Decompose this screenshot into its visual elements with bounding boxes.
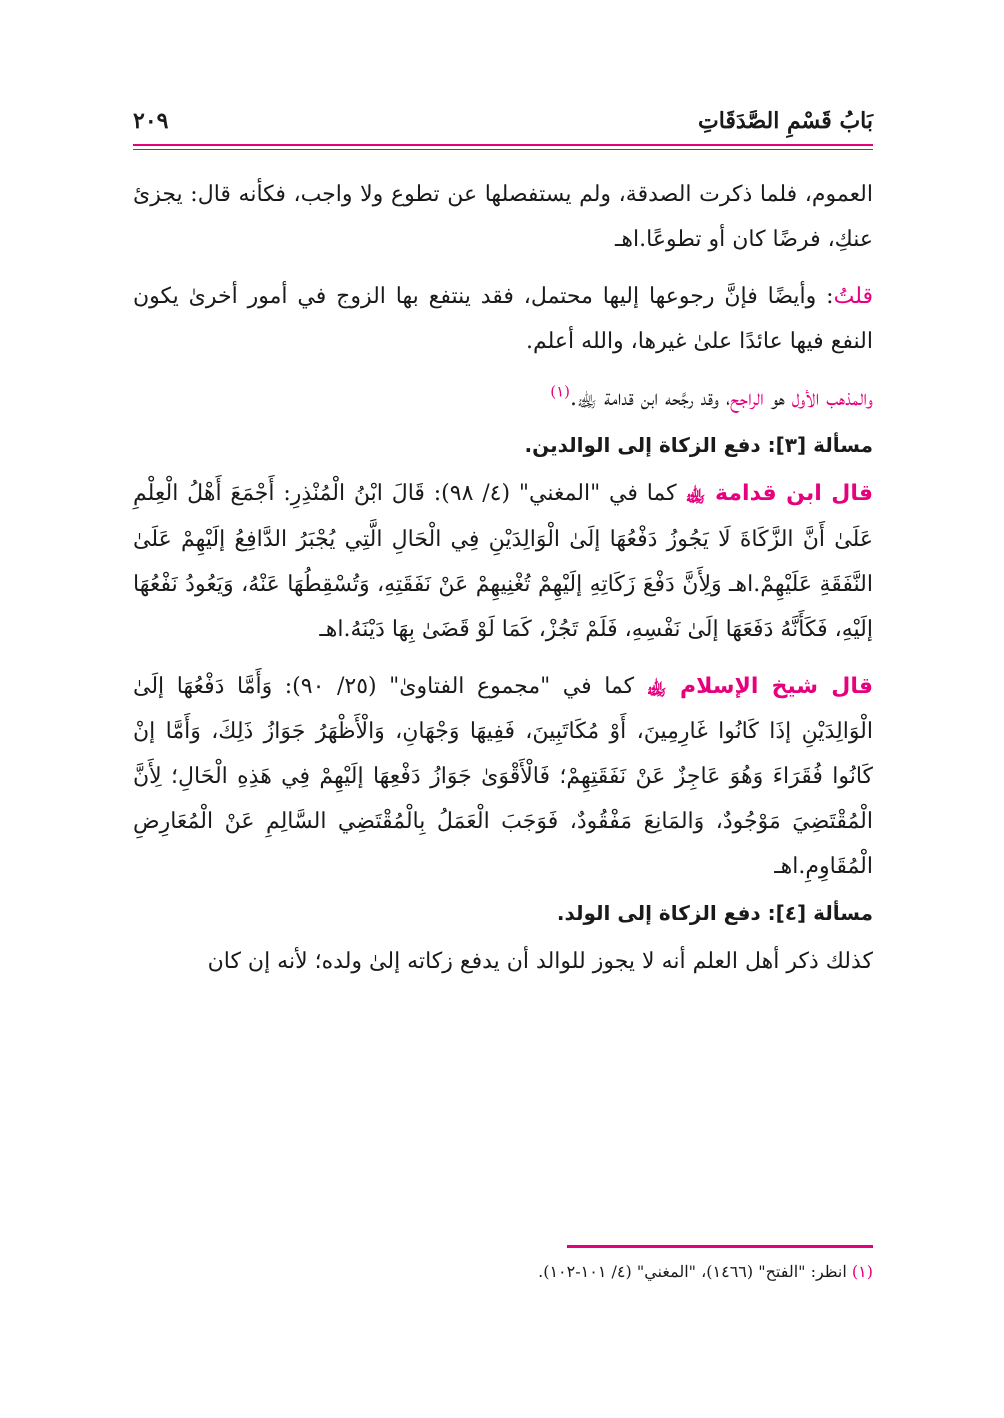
paragraph-final: كذلك ذكر أهل العلم أنه لا يجوز للوالد أن يدفع زكاته إلىٰ ولده؛ لأنه إن كان bbox=[207, 949, 873, 975]
page-body bbox=[133, 172, 873, 996]
quote-shaykh-al-islam bbox=[133, 664, 873, 889]
paragraph-intro: العموم، فلما ذكرت الصدقة، ولم يستفصلها عن تطوع ولا واجب، فكأنه قال: يجزئ عنكِ، فرضًا كان أو تطوعًا.اهـ bbox=[133, 182, 873, 253]
page-header bbox=[133, 100, 873, 144]
paragraph-commentary bbox=[133, 274, 873, 364]
footnote-text: انظر: "الفتح" (١٤٦٦)، "المغني" (٤/ ١٠١-١٠٢). bbox=[538, 1262, 852, 1281]
page-number: ٢٠٩ bbox=[133, 108, 169, 134]
footnote-ref: (١) bbox=[550, 383, 571, 402]
section-heading-4: مسألة [٤]: دفع الزكاة إلى الولد. bbox=[556, 901, 873, 926]
conclusion-connector: هو bbox=[763, 386, 792, 412]
footnote-number: (١) bbox=[851, 1262, 873, 1281]
chapter-title: بَابُ قَسْمِ الصَّدَقَاتِ bbox=[697, 108, 873, 134]
quote-2-author: قال شيخ الإسلام ﵀ bbox=[646, 673, 874, 699]
section-heading-3: مسألة [٣]: دفع الزكاة إلى الوالدين. bbox=[524, 433, 873, 458]
preferred-opinion-label: والمذهب الأول bbox=[791, 386, 873, 412]
footnote bbox=[133, 1262, 873, 1281]
commentary-text: : وأيضًا فإنَّ رجوعها إليها محتمل، فقد ينتفع بها الزوج في أمور أخرىٰ يكون النفع فيها عائدًا علىٰ غيرها، والله أعلم. bbox=[133, 284, 873, 355]
quote-2-text: كما في "مجموع الفتاوىٰ" (٢٥/ ٩٠): وَأَمَّا دَفْعُهَا إلَىٰ الْوَالِدَيْنِ إذَا كَانُوا غَارِمِينَ، أَوْ مُكَاتَبِينَ، فَفِيهَا وَجْهَانِ، وَالْأَظْهَرُ جَوَازُ ذَلِكَ، وَأَمَّا إنْ كَانُوا فُقَرَاءَ وَهُوَ عَاجِزٌ عَنْ نَفَقَتِهِمْ؛ فَالْأَقْوَىٰ جَوَازُ دَفْعِهَا إلَيْهِمْ فِي هَذِهِ الْحَالِ؛ لِأَنَّ الْمُقْتَضِيَ مَوْجُودٌ، وَالمَانِعَ مَفْقُودٌ، فَوَجَبَ الْعَمَلُ بِالْمُقْتَضِي السَّالِمِ عَنْ الْمُعَارِضِ الْمُقَاوِمِ.اهـ bbox=[133, 673, 873, 880]
quote-1-text: كما في "المغني" (٤/ ٩٨): قَالَ ابْنُ الْمُنْذِرِ: أَجْمَعَ أَهْلُ الْعِلْمِ عَلَىٰ أَنَّ الزَّكَاةَ لَا يَجُوزُ دَفْعُهَا إلَىٰ الْوَالِدَيْنِ فِي الْحَالِ الَّتِي يُجْبَرُ الدَّافِعُ إلَيْهِمْ عَلَىٰ النَّفَقَةِ عَلَيْهِمْ.اهـ وَلِأَنَّ دَفْعَ زَكَاتِهِ إلَيْهِمْ تُغْنِيهِمْ عَنْ نَفَقَتِهِ، وَتُسْقِطُهَا عَنْهُ، وَيَعُودُ نَفْعُهَا إلَيْهِ، فَكَأَنَّهُ دَفَعَهَا إلَىٰ نَفْسِهِ، فَلَمْ تَجُزْ، كَمَا لَوْ قَضَىٰ بِهَا دَيْنَهُ.اهـ bbox=[133, 481, 873, 642]
footnote-divider bbox=[567, 1245, 873, 1248]
conclusion-text: ، وقد رجَّحه ابن قدامة ﵀. bbox=[570, 386, 731, 412]
quote-ibn-qudama bbox=[133, 471, 873, 651]
header-divider-thin bbox=[133, 149, 873, 150]
paragraph-conclusion bbox=[133, 376, 873, 421]
preferred-label: الراجح bbox=[730, 386, 764, 412]
quote-1-author: قال ابن قدامة ﵀ bbox=[685, 481, 874, 507]
header-divider bbox=[133, 144, 873, 146]
commentary-label: قلتُ bbox=[833, 284, 873, 310]
